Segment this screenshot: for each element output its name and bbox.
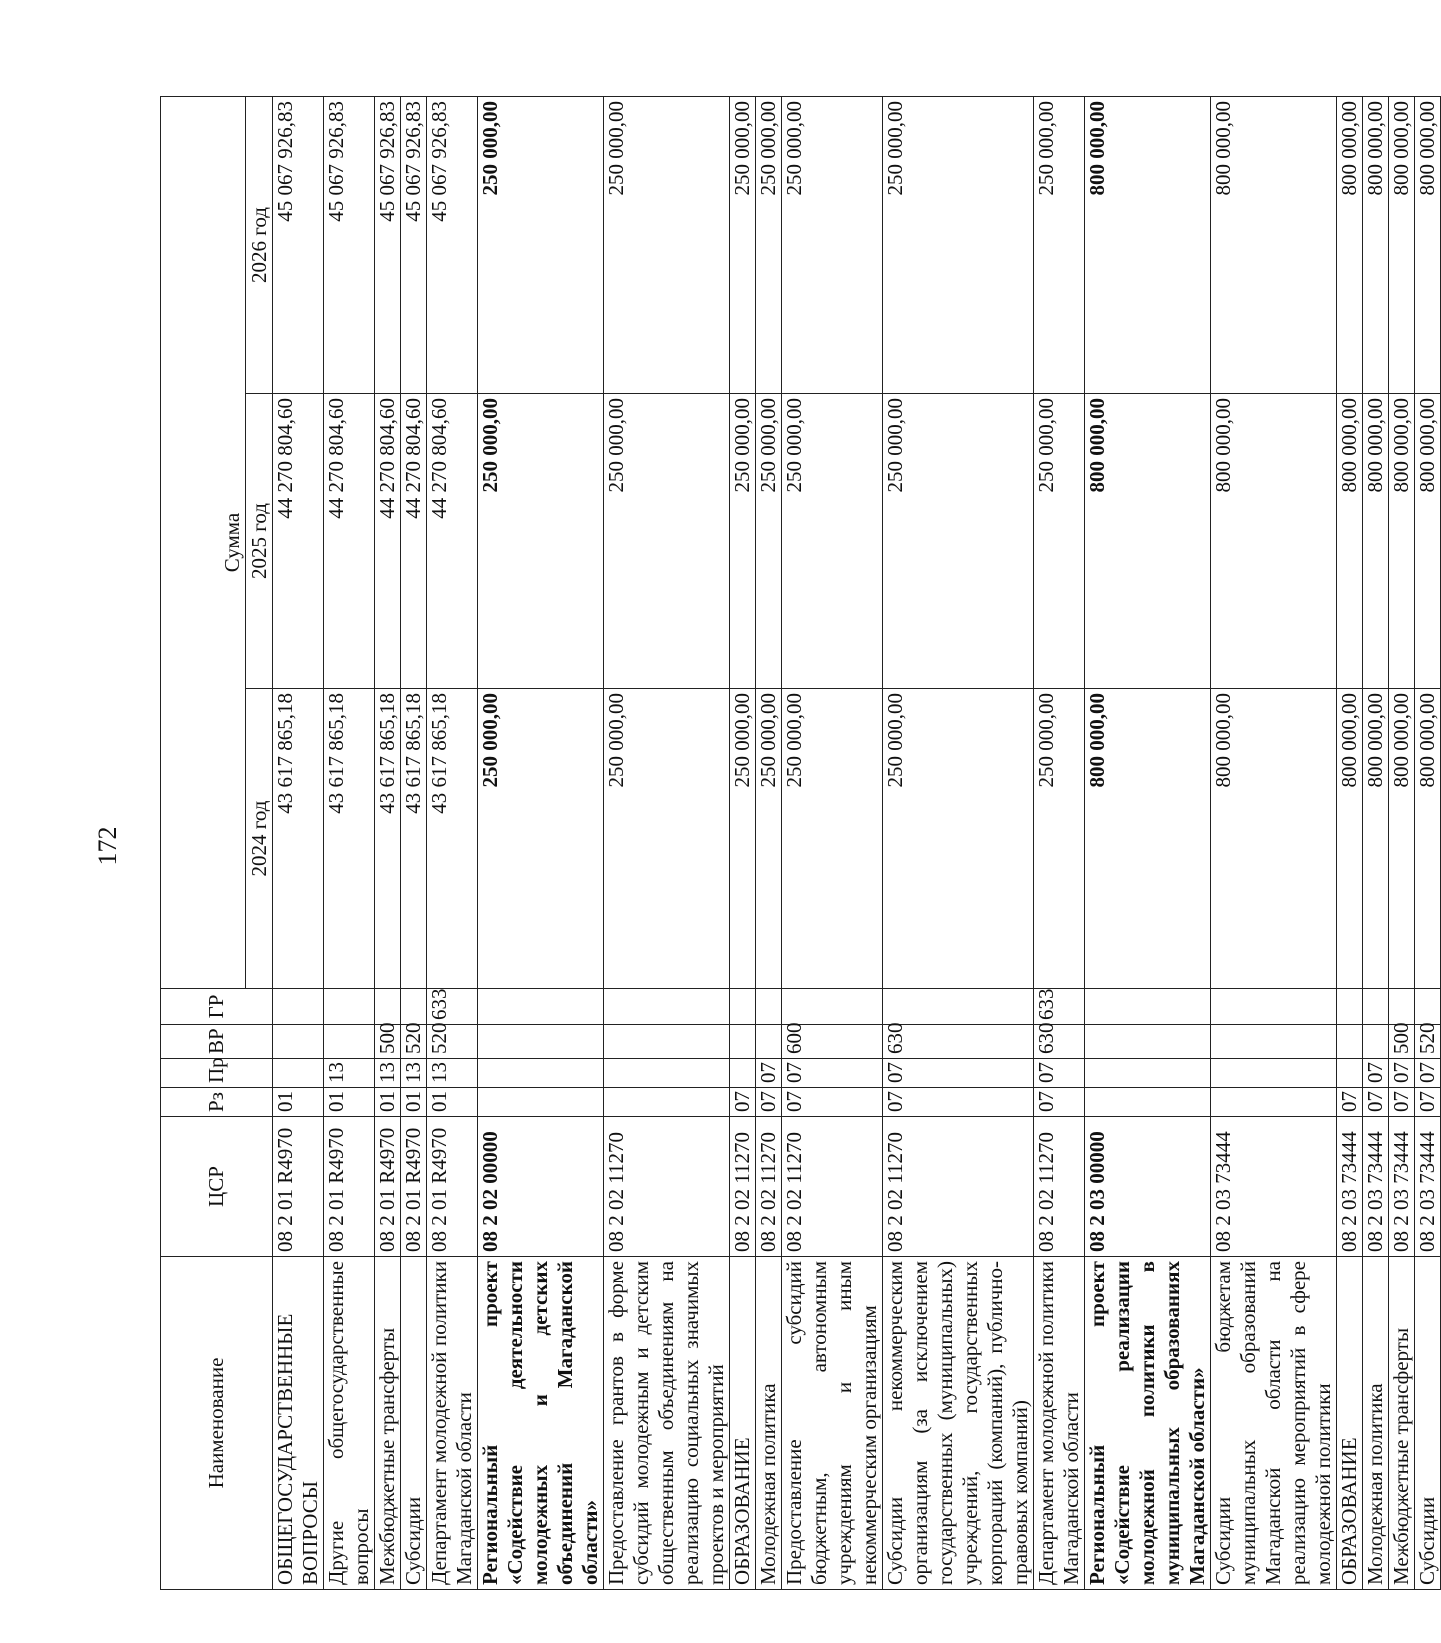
cell-name: ОБРАЗОВАНИЕ [730, 1257, 756, 1590]
cell-y2026: 800 000,00 [1415, 96, 1441, 393]
cell-csr: 08 2 03 73444 [1415, 1117, 1441, 1257]
cell-rz: 01 [427, 1088, 478, 1117]
cell-y2024: 800 000,00 [1389, 689, 1415, 989]
cell-y2025: 250 000,00 [883, 394, 1034, 689]
budget-table [160, 96, 1441, 1590]
cell-csr: 08 2 03 73444 [1363, 1117, 1389, 1257]
cell-gr [478, 989, 604, 1025]
cell-name: Субсидии [401, 1257, 427, 1590]
table-row [375, 96, 401, 1589]
cell-y2025: 250 000,00 [478, 394, 604, 689]
table-row [1211, 96, 1337, 1589]
cell-y2025: 250 000,00 [604, 394, 730, 689]
table-row [604, 96, 730, 1589]
cell-pr: 13 [427, 1059, 478, 1088]
cell-pr [1337, 1059, 1363, 1088]
cell-pr: 07 [756, 1059, 782, 1088]
cell-gr [375, 989, 401, 1025]
cell-y2024: 250 000,00 [883, 689, 1034, 989]
table-row [1363, 96, 1389, 1589]
cell-pr: 07 [1415, 1059, 1441, 1088]
cell-vr: 500 [375, 1025, 401, 1059]
cell-y2024: 250 000,00 [782, 689, 883, 989]
cell-csr: 08 2 01 R4970 [375, 1117, 401, 1257]
cell-gr [782, 989, 883, 1025]
cell-y2024: 43 617 865,18 [375, 689, 401, 989]
cell-rz: 01 [401, 1088, 427, 1117]
cell-y2024: 250 000,00 [1034, 689, 1085, 989]
header-csr: ЦСР [161, 1117, 273, 1257]
cell-y2026: 800 000,00 [1389, 96, 1415, 393]
cell-vr [1211, 1025, 1337, 1059]
cell-y2025: 800 000,00 [1415, 394, 1441, 689]
cell-y2024: 800 000,00 [1085, 689, 1211, 989]
cell-vr [1337, 1025, 1363, 1059]
cell-vr [1363, 1025, 1389, 1059]
cell-y2025: 44 270 804,60 [324, 394, 375, 689]
cell-y2025: 44 270 804,60 [375, 394, 401, 689]
header-2026: 2026 год [246, 96, 273, 393]
cell-name: Субсидии [1415, 1257, 1441, 1590]
cell-pr: 07 [1363, 1059, 1389, 1088]
cell-gr [1363, 989, 1389, 1025]
cell-y2026: 45 067 926,83 [273, 96, 324, 393]
cell-rz: 01 [324, 1088, 375, 1117]
cell-vr: 520 [401, 1025, 427, 1059]
cell-y2024: 43 617 865,18 [427, 689, 478, 989]
cell-gr [401, 989, 427, 1025]
cell-rz: 07 [1337, 1088, 1363, 1117]
cell-pr [1211, 1059, 1337, 1088]
cell-y2026: 250 000,00 [478, 96, 604, 393]
cell-gr [1337, 989, 1363, 1025]
header-2024: 2024 год [246, 689, 273, 989]
cell-y2025: 800 000,00 [1085, 394, 1211, 689]
cell-csr: 08 2 02 11270 [730, 1117, 756, 1257]
cell-y2025: 800 000,00 [1211, 394, 1337, 689]
rotated-table-container [160, 97, 1439, 1590]
cell-csr: 08 2 01 R4970 [324, 1117, 375, 1257]
cell-vr [324, 1025, 375, 1059]
table-row [401, 96, 427, 1589]
cell-rz: 07 [730, 1088, 756, 1117]
cell-csr: 08 2 01 R4970 [427, 1117, 478, 1257]
cell-y2026: 45 067 926,83 [375, 96, 401, 393]
table-row [730, 96, 756, 1589]
cell-y2024: 250 000,00 [604, 689, 730, 989]
cell-pr: 07 [883, 1059, 1034, 1088]
table-row [1337, 96, 1363, 1589]
cell-y2024: 800 000,00 [1363, 689, 1389, 989]
cell-y2025: 800 000,00 [1337, 394, 1363, 689]
cell-vr: 630 [883, 1025, 1034, 1059]
header-rz: Рз [161, 1088, 273, 1117]
table-row [427, 96, 478, 1589]
cell-pr [273, 1059, 324, 1088]
header-gr: ГР [161, 989, 273, 1025]
cell-y2024: 250 000,00 [478, 689, 604, 989]
cell-gr: 633 [427, 989, 478, 1025]
table-row [1389, 96, 1415, 1589]
cell-y2024: 800 000,00 [1211, 689, 1337, 989]
cell-gr [604, 989, 730, 1025]
cell-csr: 08 2 03 00000 [1085, 1117, 1211, 1257]
cell-vr: 600 [782, 1025, 883, 1059]
cell-rz [604, 1088, 730, 1117]
cell-csr: 08 2 02 00000 [478, 1117, 604, 1257]
cell-csr: 08 2 02 11270 [756, 1117, 782, 1257]
cell-rz: 01 [375, 1088, 401, 1117]
cell-name: Предоставление грантов в форме субсидий молодежным и детским общественным объединениям на реализацию социальных значимых проектов и мероприятий [604, 1257, 730, 1590]
table-body [273, 96, 1441, 1589]
header-vr: ВР [161, 1025, 273, 1059]
cell-name: Департамент молодежной политики Магаданской области [427, 1257, 478, 1590]
cell-rz: 07 [756, 1088, 782, 1117]
cell-gr [1085, 989, 1211, 1025]
cell-y2026: 45 067 926,83 [401, 96, 427, 393]
cell-rz: 07 [1415, 1088, 1441, 1117]
cell-y2025: 800 000,00 [1389, 394, 1415, 689]
cell-name: Межбюджетные трансферты [1389, 1257, 1415, 1590]
cell-gr [324, 989, 375, 1025]
header-name: Наименование [161, 1257, 273, 1590]
cell-vr: 500 [1389, 1025, 1415, 1059]
table-row [1034, 96, 1085, 1589]
cell-y2025: 44 270 804,60 [401, 394, 427, 689]
cell-rz: 01 [273, 1088, 324, 1117]
cell-name: Субсидии некоммерческим организациям (за исключением государственных (муниципальных) учреждений, государственных корпораций (компаний), публично-правовых компаний) [883, 1257, 1034, 1590]
cell-name: Субсидии бюджетам муниципальных образований Магаданской области на реализацию мероприятий в сфере молодежной политики [1211, 1257, 1337, 1590]
cell-y2024: 800 000,00 [1337, 689, 1363, 989]
header-sum: Сумма [161, 96, 246, 988]
cell-y2024: 250 000,00 [756, 689, 782, 989]
cell-y2026: 800 000,00 [1211, 96, 1337, 393]
cell-y2026: 800 000,00 [1363, 96, 1389, 393]
cell-csr: 08 2 02 11270 [883, 1117, 1034, 1257]
cell-y2026: 800 000,00 [1337, 96, 1363, 393]
cell-csr: 08 2 02 11270 [782, 1117, 883, 1257]
cell-rz: 07 [1389, 1088, 1415, 1117]
cell-vr [604, 1025, 730, 1059]
cell-vr [730, 1025, 756, 1059]
cell-y2026: 800 000,00 [1085, 96, 1211, 393]
cell-name: Департамент молодежной политики Магаданской области [1034, 1257, 1085, 1590]
cell-vr [756, 1025, 782, 1059]
table-row [883, 96, 1034, 1589]
cell-rz: 07 [782, 1088, 883, 1117]
cell-vr: 630 [1034, 1025, 1085, 1059]
cell-gr [730, 989, 756, 1025]
cell-y2025: 44 270 804,60 [427, 394, 478, 689]
cell-pr [604, 1059, 730, 1088]
cell-y2026: 250 000,00 [730, 96, 756, 393]
cell-pr [1085, 1059, 1211, 1088]
cell-y2026: 250 000,00 [756, 96, 782, 393]
cell-y2024: 250 000,00 [730, 689, 756, 989]
cell-pr: 07 [782, 1059, 883, 1088]
cell-gr [1211, 989, 1337, 1025]
cell-y2026: 250 000,00 [604, 96, 730, 393]
cell-name: Предоставление субсидий бюджетным, автономным учреждениям и иным некоммерческим организациям [782, 1257, 883, 1590]
cell-y2025: 250 000,00 [730, 394, 756, 689]
cell-name: Межбюджетные трансферты [375, 1257, 401, 1590]
cell-csr: 08 2 01 R4970 [273, 1117, 324, 1257]
cell-pr: 13 [324, 1059, 375, 1088]
cell-name: Региональный проект «Содействие деятельности молодежных и детских объединений Магаданской области» [478, 1257, 604, 1590]
cell-csr: 08 2 02 11270 [604, 1117, 730, 1257]
cell-y2024: 43 617 865,18 [401, 689, 427, 989]
cell-y2026: 250 000,00 [1034, 96, 1085, 393]
cell-y2025: 250 000,00 [756, 394, 782, 689]
cell-gr: 633 [1034, 989, 1085, 1025]
cell-pr: 13 [401, 1059, 427, 1088]
cell-rz [1211, 1088, 1337, 1117]
table-row [756, 96, 782, 1589]
cell-rz [478, 1088, 604, 1117]
cell-name: Другие общегосударственные вопросы [324, 1257, 375, 1590]
cell-y2025: 44 270 804,60 [273, 394, 324, 689]
table-row [478, 96, 604, 1589]
cell-name: ОБРАЗОВАНИЕ [1337, 1257, 1363, 1590]
header-2025: 2025 год [246, 394, 273, 689]
cell-name: Региональный проект «Содействие реализации молодежной политики в муниципальных образованиях Магаданской области» [1085, 1257, 1211, 1590]
cell-rz: 07 [883, 1088, 1034, 1117]
table-row [324, 96, 375, 1589]
table-row [1085, 96, 1211, 1589]
cell-csr: 08 2 03 73444 [1337, 1117, 1363, 1257]
cell-csr: 08 2 02 11270 [1034, 1117, 1085, 1257]
table-row [1415, 96, 1441, 1589]
cell-name: Молодежная политика [1363, 1257, 1389, 1590]
cell-csr: 08 2 03 73444 [1211, 1117, 1337, 1257]
cell-y2026: 250 000,00 [782, 96, 883, 393]
cell-vr: 520 [427, 1025, 478, 1059]
cell-name: ОБЩЕГОСУДАРСТВЕННЫЕ ВОПРОСЫ [273, 1257, 324, 1590]
cell-pr: 07 [1034, 1059, 1085, 1088]
cell-pr [478, 1059, 604, 1088]
cell-gr [1389, 989, 1415, 1025]
cell-gr [756, 989, 782, 1025]
cell-pr: 13 [375, 1059, 401, 1088]
cell-y2025: 800 000,00 [1363, 394, 1389, 689]
cell-gr [1415, 989, 1441, 1025]
cell-vr [1085, 1025, 1211, 1059]
cell-csr: 08 2 01 R4970 [401, 1117, 427, 1257]
table-row [782, 96, 883, 1589]
cell-y2026: 45 067 926,83 [324, 96, 375, 393]
cell-pr [730, 1059, 756, 1088]
cell-y2024: 43 617 865,18 [273, 689, 324, 989]
page-number: 172 [93, 826, 122, 866]
header-pr: Пр [161, 1059, 273, 1088]
cell-rz [1085, 1088, 1211, 1117]
table-row [273, 96, 324, 1589]
cell-gr [273, 989, 324, 1025]
cell-y2025: 250 000,00 [782, 394, 883, 689]
cell-name: Молодежная политика [756, 1257, 782, 1590]
cell-vr [478, 1025, 604, 1059]
cell-y2024: 800 000,00 [1415, 689, 1441, 989]
cell-y2026: 250 000,00 [883, 96, 1034, 393]
cell-rz: 07 [1034, 1088, 1085, 1117]
cell-y2026: 45 067 926,83 [427, 96, 478, 393]
cell-vr [273, 1025, 324, 1059]
cell-csr: 08 2 03 73444 [1389, 1117, 1415, 1257]
cell-vr: 520 [1415, 1025, 1441, 1059]
cell-y2025: 250 000,00 [1034, 394, 1085, 689]
cell-pr: 07 [1389, 1059, 1415, 1088]
cell-rz: 07 [1363, 1088, 1389, 1117]
cell-gr [883, 989, 1034, 1025]
cell-y2024: 43 617 865,18 [324, 689, 375, 989]
